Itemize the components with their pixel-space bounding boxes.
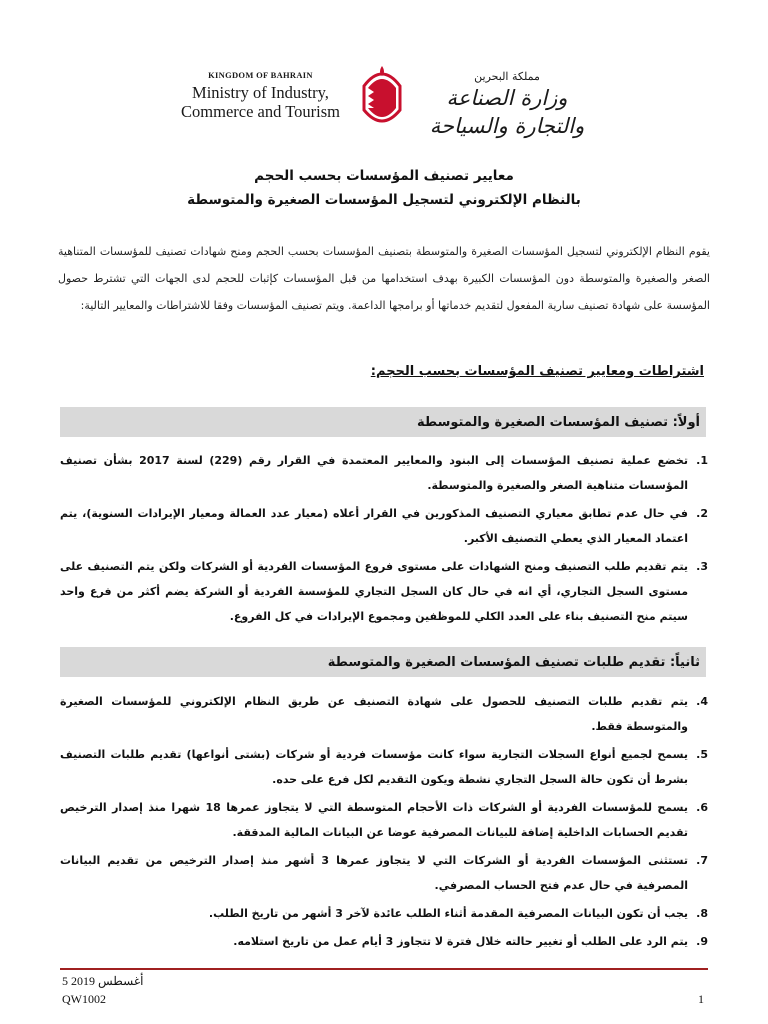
footer-divider [60, 968, 708, 970]
item-number: 9. [696, 935, 708, 948]
intro-paragraph: يقوم النظام الإلكتروني لتسجيل المؤسسات الصغيرة والمتوسطة بتصنيف المؤسسات بحسب الحجم ومنح شهادات تصنيف للمؤسسات المتناهية الصغر والصغيرة والمتوسطة دون المؤسسات الكبيرة بهدف استخدامها من قبل المؤسسات كإثبات للحجم لدى الجهات التي تشترط حصول المؤسسة على شهادة تصنيف سارية المفعول لتقديم خدماتها أو برامجها الداعمة. ويتم تصنيف المؤسسات وفقا للاشتراطات والمعايير التالية: [58, 245, 710, 312]
section-1-list [60, 448, 708, 632]
item-number: 4. [696, 695, 708, 708]
list-item [60, 848, 708, 898]
list-item [60, 929, 708, 954]
item-text: يتم تقديم طلبات التصنيف للحصول على شهادة التصنيف عن طريق النظام الإلكتروني للمؤسسات الصغيرة والمتوسطة فقط. [60, 695, 688, 733]
item-text: تستثنى المؤسسات الفردية أو الشركات التي لا يتجاوز عمرها 3 أشهر منذ إصدار الترخيص من تقديم البيانات المصرفية في حال عدم فتح الحساب المصرفي. [60, 854, 688, 892]
list-item [60, 554, 708, 629]
letterhead-english [168, 70, 353, 121]
item-number: 7. [696, 854, 708, 867]
kingdom-name-en: KINGDOM OF BAHRAIN [208, 70, 313, 80]
section-title: أولاً: تصنيف المؤسسات الصغيرة والمتوسطة [417, 414, 700, 430]
list-item [60, 448, 708, 498]
section-heading-1 [60, 407, 706, 437]
item-text: في حال عدم تطابق معياري التصنيف المذكورين في القرار أعلاه (معيار عدد العمالة ومعيار الإيرادات السنوية)، يتم اعتماد المعيار الذي يعطي التصنيف الأكبر. [60, 507, 688, 545]
document-title [60, 164, 708, 212]
title-line-2: بالنظام الإلكتروني لتسجيل المؤسسات الصغيرة والمتوسطة [187, 192, 581, 208]
page-number: 1 [698, 992, 704, 1006]
list-item [60, 689, 708, 739]
document-code: QW1002 [62, 992, 106, 1006]
list-item [60, 501, 708, 551]
ministry-name-en-line1: Ministry of Industry, [192, 83, 329, 102]
item-number: 1. [696, 454, 708, 467]
item-number: 3. [696, 560, 708, 573]
item-text: يجب أن تكون البيانات المصرفية المقدمة أثناء الطلب عائدة لآخر 3 أشهر من تاريخ الطلب. [208, 907, 688, 920]
item-text: يسمح للمؤسسات الفردية أو الشركات ذات الأحجام المتوسطة التي لا يتجاوز عمرها 18 شهرا منذ إصدار الترخيص تقديم الحسابات الداخلية إضافة للبيانات المصرفية عوضا عن البيانات المالية المدققة. [60, 801, 688, 839]
item-number: 5. [696, 748, 708, 761]
criteria-heading: اشتراطات ومعايير تصنيف المؤسسات بحسب الحجم: [370, 364, 704, 379]
kingdom-name-ar: مملكة البحرين [474, 70, 540, 83]
footer-date: 5 أغسطس 2019 [62, 974, 144, 988]
item-text: تخضع عملية تصنيف المؤسسات إلى البنود والمعايير المعتمدة في القرار رقم (229) لسنة 2017 بشأن تصنيف المؤسسات متناهية الصغر والصغيرة والمتوسطة. [60, 454, 688, 492]
item-number: 8. [696, 907, 708, 920]
list-item [60, 795, 708, 845]
title-line-1: معايير تصنيف المؤسسات بحسب الحجم [254, 168, 514, 184]
item-number: 6. [696, 801, 708, 814]
section-title: ثانياً: تقديم طلبات تصنيف المؤسسات الصغيرة والمتوسطة [327, 654, 700, 670]
list-item [60, 742, 708, 792]
item-number: 2. [696, 507, 708, 520]
section-2-list [60, 689, 708, 957]
section-heading-2 [60, 647, 706, 677]
bahrain-emblem-icon [358, 66, 406, 132]
item-text: يتم الرد على الطلب أو تغيير حالته خلال فترة لا تتجاوز 3 أيام عمل من تاريخ استلامه. [233, 935, 688, 948]
item-text: يتم تقديم طلب التصنيف ومنح الشهادات على مستوى فروع المؤسسات الفردية أو الشركات ولكن يتم التصنيف على مستوى السجل التجاري، أي انه في حال كان السجل التجاري للمؤسسة الفردية أو الشركة يضم أكثر من فرع واحد سيتم منح التصنيف بناء على العدد الكلي للموظفين ومجموع الإيرادات في كل الفروع. [60, 560, 688, 623]
ministry-name-en-line2: Commerce and Tourism [181, 102, 340, 121]
list-item [60, 901, 708, 926]
ministry-name-ar: وزارة الصناعة والتجارة والسياحة [429, 86, 585, 138]
letterhead-arabic [412, 70, 602, 140]
item-text: يسمح لجميع أنواع السجلات التجارية سواء كانت مؤسسات فردية أو شركات (بشتى أنواعها) تقديم طلبات التصنيف بشرط أن تكون حالة السجل التجاري نشطة ويكون التقديم لكل فرع على حده. [60, 748, 688, 786]
